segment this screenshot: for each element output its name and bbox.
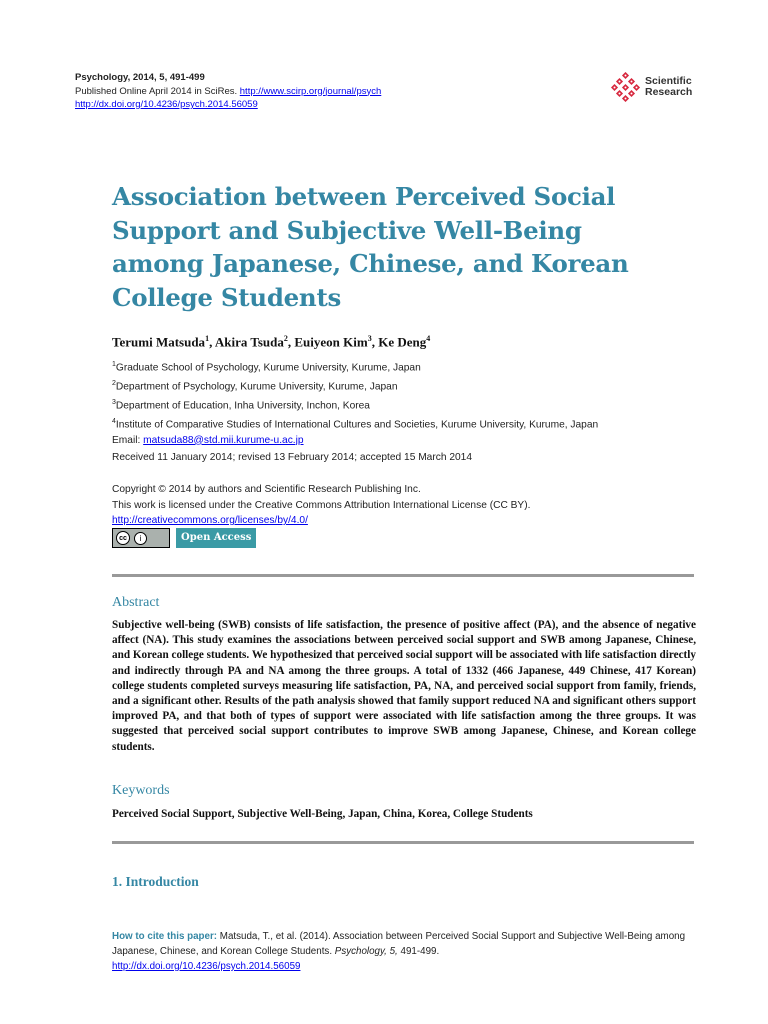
cite-pages: 491-499. bbox=[400, 946, 440, 957]
affiliation-item bbox=[112, 395, 598, 414]
journal-url-link[interactable]: http://www.scirp.org/journal/psych bbox=[239, 85, 382, 97]
affiliation-marker: 1 bbox=[112, 361, 116, 368]
logo-line-2: Research bbox=[645, 86, 693, 98]
license-line: This work is licensed under the Creative Commons Attribution International License (CC BY). bbox=[112, 499, 531, 511]
keywords-heading: Keywords bbox=[112, 783, 170, 798]
email-label: Email: bbox=[112, 434, 141, 446]
section-divider bbox=[112, 574, 694, 577]
header-doi-link[interactable]: http://dx.doi.org/10.4236/psych.2014.56059 bbox=[75, 99, 258, 110]
affiliation-marker: 3 bbox=[112, 398, 116, 406]
affiliation-item bbox=[112, 376, 598, 395]
cite-label: How to cite this paper: bbox=[112, 931, 218, 942]
cite-doi-link[interactable]: http://dx.doi.org/10.4236/psych.2014.56059 bbox=[112, 961, 301, 972]
email-link[interactable]: matsuda88@std.mii.kurume-u.ac.jp bbox=[143, 434, 304, 446]
author-name: Euiyeon Kim bbox=[294, 334, 368, 350]
journal-header bbox=[75, 71, 381, 112]
how-to-cite bbox=[112, 929, 702, 974]
author-affil-marker: 1 bbox=[205, 334, 210, 343]
published-line bbox=[75, 85, 381, 99]
received-dates: Received 11 January 2014; revised 13 February 2014; accepted 15 March 2014 bbox=[112, 452, 472, 463]
cc-by-badge[interactable] bbox=[112, 528, 170, 548]
abstract-heading: Abstract bbox=[112, 595, 160, 610]
license-badges bbox=[112, 528, 256, 548]
copyright-block bbox=[112, 482, 530, 529]
publisher-logo-icon bbox=[611, 72, 641, 102]
cite-journal: Psychology, 5, bbox=[334, 946, 398, 957]
license-link[interactable]: http://creativecommons.org/licenses/by/4.0/ bbox=[112, 515, 308, 526]
author-name: Ke Deng bbox=[378, 334, 427, 350]
author-affil-marker: 2 bbox=[283, 334, 288, 343]
introduction-heading: 1. Introduction bbox=[112, 874, 199, 889]
attribution-person-icon: i bbox=[134, 532, 147, 545]
affiliation-text: Graduate School of Psychology, Kurume University, Kurume, Japan bbox=[115, 362, 421, 374]
affiliation-item bbox=[112, 357, 598, 376]
logo-wordmark bbox=[645, 76, 692, 98]
author-name: Akira Tsuda bbox=[214, 334, 284, 350]
logo-line-1: Scientific bbox=[645, 75, 692, 87]
creative-commons-icon: cc bbox=[116, 531, 130, 545]
journal-citation-line: Psychology, 2014, 5, 491-499 bbox=[75, 72, 205, 83]
affiliation-text: Department of Education, Inha University, Inchon, Korea bbox=[115, 400, 370, 412]
affiliation-marker: 2 bbox=[112, 379, 116, 387]
author-name: Terumi Matsuda bbox=[112, 334, 206, 350]
keywords-text: Perceived Social Support, Subjective Well-Being, Japan, China, Korea, College Students bbox=[112, 808, 533, 820]
open-access-badge: Open Access bbox=[176, 528, 256, 548]
cite-text: Matsuda, T., et al. (2014). Association between Perceived Social Support and Subjective Well-Being among Japanese, Chinese, and Korean College Students. bbox=[112, 931, 686, 957]
published-text: Published Online April 2014 in SciRes. bbox=[75, 85, 238, 97]
email-line bbox=[112, 433, 598, 449]
abstract-text: Subjective well-being (SWB) consists of life satisfaction, the presence of positive affect (PA), and the absence of negative affect (NA). This study examines the associations between perceived social support and SWB among Japanese, Chinese, and Korean college students. We hypothesized that perceived social support will be associated with life satisfaction directly and indirectly through PA and NA among the three groups. A total of 1332 (466 Japanese, 449 Chinese, 417 Korean) college students completed surveys measuring life satisfaction, PA, NA, and perceived social support from family, friends, and a significant other. Results of the path analysis showed that family support reduced NA and significant others support improved PA, and that both of types of support were associated with life satisfaction among the three groups. It was suggested that perceived social support contributes to improve SWB among Japanese, Chinese, and Korean college students. bbox=[112, 619, 696, 753]
author-list: Terumi Matsuda$^1$, Akira Tsuda$^2$, Euiyeon Kim$^3$, Ke Deng$^4$ bbox=[112, 334, 431, 350]
section-divider bbox=[112, 841, 694, 844]
copyright-line: Copyright © 2014 by authors and Scientific Research Publishing Inc. bbox=[112, 484, 421, 495]
affiliation-item bbox=[112, 414, 598, 433]
author-affil-marker: 3 bbox=[367, 334, 372, 343]
affiliation-marker: 4 bbox=[112, 417, 116, 425]
paper-title: Association between Perceived Social Support and Subjective Well-Being among Japanese, Chinese, and Korean College Students bbox=[112, 182, 629, 312]
affiliation-text: Department of Psychology, Kurume University, Kurume, Japan bbox=[115, 381, 398, 393]
affiliation-text: Institute of Comparative Studies of International Cultures and Societies, Kurume University, Kurume, Japan bbox=[115, 419, 599, 431]
author-affil-marker: 4 bbox=[426, 334, 431, 343]
affiliation-list bbox=[112, 357, 598, 448]
scientific-research-logo bbox=[611, 72, 692, 102]
